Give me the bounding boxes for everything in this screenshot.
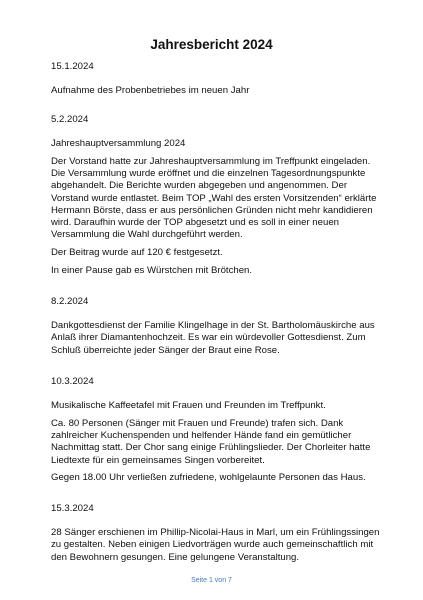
entry-heading: Jahreshauptversammlung 2024 [51, 138, 186, 150]
entry-2024-01-15 [51, 61, 386, 97]
entry-date: 5.2.2024 [51, 114, 89, 125]
entry-heading: Musikalische Kaffeetafel mit Frauen und Freunden im Treffpunkt. [51, 400, 326, 412]
entry-paragraph: Der Vorstand hatte zur Jahreshauptversammlung im Treffpunkt eingeladen. Die Versammlung wurde eröffnet und die einzelnen Tagesordnungspunkte abgehandelt. Die Berichte wurden abgegeben und angenommen. Der Vorstand wurde entlastet. Beim TOP „Wahl des ersten Vorsitzenden“ erklärte Hermann Börste, dass er aus persönlichen Gründen nicht mehr kandidieren wird. Daraufhin wurde der TOP abgesetzt und es soll in einer neuen Versammlung die Wahl durchgeführt werden. [51, 155, 377, 241]
entry-2024-03-10 [51, 376, 386, 484]
entry-paragraph: Ca. 80 Personen (Sänger mit Frauen und Freunde) trafen sich. Dank zahlreicher Kuchenspenden und helfender Hände fand ein gemütlicher Nachmittag statt. Der Chor sang einige Frühlingslieder. Der Chorleiter hatte Liedtexte für ein gemeinsames Singen vorbereitet. [51, 417, 371, 466]
entry-date: 15.1.2024 [51, 61, 94, 72]
entry-date: 15.3.2024 [51, 503, 94, 514]
entry-paragraph: In einer Pause gab es Würstchen mit Brötchen. [51, 264, 253, 276]
entry-paragraph: Gegen 18.00 Uhr verließen zufriedene, wohlgelaunte Personen das Haus. [51, 472, 366, 484]
entry-2024-02-05 [51, 114, 386, 277]
entry-2024-03-15 [51, 503, 386, 564]
document-title: Jahresbericht 2024 [150, 37, 273, 52]
entry-paragraph: Der Beitrag wurde auf 120 € festgesetzt. [51, 246, 223, 258]
entry-date: 8.2.2024 [51, 296, 89, 307]
entry-date: 10.3.2024 [51, 376, 94, 387]
entry-paragraph: Aufnahme des Probenbetriebes im neuen Jahr [51, 85, 250, 97]
entry-paragraph: Dankgottesdienst der Familie Klingelhage in der St. Bartholomäuskirche aus Anlaß ihrer Diamantenhochzeit. Es war ein würdevoller Gottesdienst. Zum Schluß überreichte jeder Sänger der Braut eine Rose. [51, 320, 375, 356]
entry-2024-02-08 [51, 296, 386, 357]
page-number-footer: Seite 1 von 7 [191, 577, 232, 584]
entry-paragraph: 28 Sänger erschienen im Phillip-Nicolai-Haus in Marl, um ein Frühlingssingen zu gestalten. Neben einigen Liedvorträgen wurde auch gemeinschaftlich mit den Bewohnern gesungen. Eine gelungene Veranstaltung. [51, 527, 380, 563]
